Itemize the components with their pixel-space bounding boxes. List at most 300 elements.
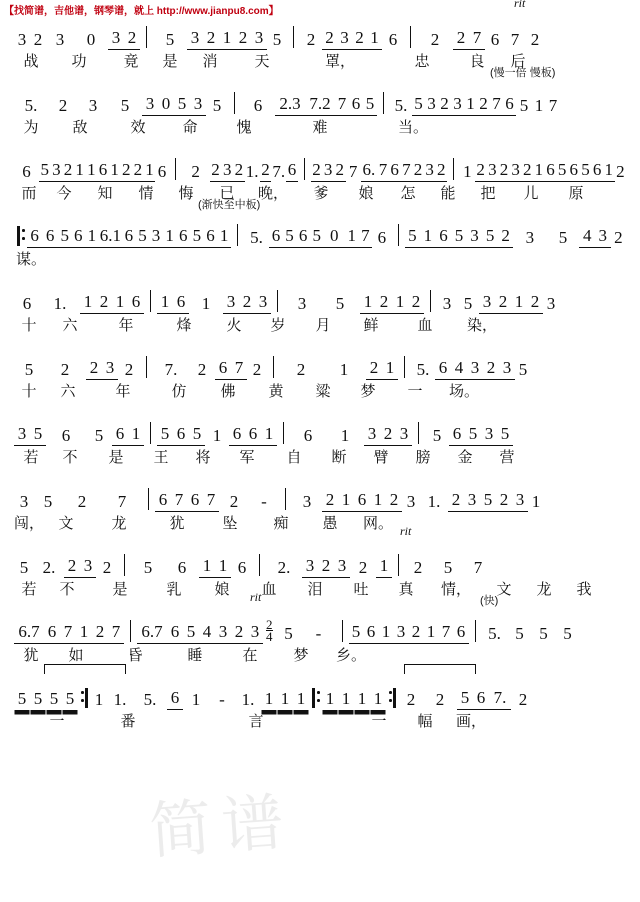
note: 3 <box>512 490 528 512</box>
lyric: 军 <box>239 450 255 466</box>
note: 1 <box>360 292 376 314</box>
note: 7 <box>108 622 124 644</box>
note: 2 <box>435 690 445 709</box>
note: 5. <box>143 690 157 709</box>
lyric: 佛 <box>220 384 236 400</box>
lyric-row <box>14 710 626 732</box>
note: 5. <box>416 360 430 379</box>
note: 6 <box>545 160 557 182</box>
note: 2.3 <box>275 94 305 116</box>
note: 2 <box>498 160 510 182</box>
lyric: 情， <box>440 582 471 598</box>
note: 3 <box>425 94 438 116</box>
note: 1 <box>277 689 293 710</box>
note: 3 <box>102 358 118 380</box>
note-row <box>14 412 626 446</box>
note: 3 <box>251 28 267 50</box>
note: 2 <box>366 358 382 380</box>
lyric: 是 <box>108 450 124 466</box>
note: 1. <box>427 492 441 511</box>
note: 3 <box>149 226 163 248</box>
lyric: 岁 <box>270 318 286 334</box>
note: 6 <box>435 358 451 380</box>
note: 2 <box>448 490 464 512</box>
note: 5 <box>24 360 34 379</box>
lyric: 粱 <box>315 384 331 400</box>
lyric: 后 <box>510 54 526 70</box>
note-row <box>14 590 626 644</box>
note: 5 <box>272 30 282 49</box>
beam-bracket <box>404 664 476 674</box>
barline <box>259 554 260 576</box>
barline <box>150 290 151 312</box>
lyric: 已 <box>219 186 235 202</box>
lyric-row <box>14 578 626 600</box>
note: 3 <box>406 492 416 511</box>
note: 6 <box>22 294 32 313</box>
lyric: 幅 <box>417 714 433 730</box>
lyric: 睡 <box>187 648 203 664</box>
lyric: 效 <box>130 120 146 136</box>
note: 2 <box>322 490 338 512</box>
note: 6 <box>122 226 136 248</box>
note: 2 <box>495 292 511 314</box>
note: 1 <box>261 689 277 710</box>
note: 6 <box>245 424 261 446</box>
note: 1 <box>215 556 231 578</box>
lyric: 天 <box>254 54 270 70</box>
note: 2 <box>252 360 262 379</box>
note: 5 <box>580 160 592 182</box>
note: 5 <box>46 689 62 710</box>
lyric: 如 <box>68 648 84 664</box>
note: 5 <box>310 226 324 248</box>
note: 5 <box>165 30 175 49</box>
note: 1 <box>94 690 104 709</box>
note: 2 <box>477 94 490 116</box>
note-row <box>14 346 626 380</box>
lyric: 乳 <box>166 582 182 598</box>
lyric: 文 <box>496 582 512 598</box>
note: 2 <box>203 28 219 50</box>
note: 5 <box>212 96 222 115</box>
note: 5 <box>62 689 78 710</box>
barline <box>130 620 131 642</box>
note: 2 <box>496 490 512 512</box>
note: 6 <box>454 622 469 644</box>
lyric-row <box>14 512 626 534</box>
note: 6 <box>229 424 245 446</box>
note: 2 <box>530 30 540 49</box>
lyric: 儿 <box>523 186 539 202</box>
barline <box>146 356 147 378</box>
note: 7 <box>401 160 413 182</box>
lyric: 闯， <box>14 516 45 532</box>
lyric: 血 <box>261 582 277 598</box>
lyric: 断 <box>331 450 347 466</box>
note: 3 <box>334 556 350 578</box>
note: 3 <box>510 160 522 182</box>
note: 4 <box>579 226 595 248</box>
lyric: 烽 <box>176 318 192 334</box>
note: 6 <box>473 688 489 710</box>
note: 7. <box>272 162 286 181</box>
note: 5 <box>457 688 473 710</box>
note: 5 <box>497 424 513 446</box>
note: 2 <box>58 96 68 115</box>
note: 1 <box>219 28 235 50</box>
lyric-row <box>14 182 626 204</box>
note: 2. <box>277 558 291 577</box>
note: 2 <box>60 360 70 379</box>
lyric: 娘 <box>358 186 374 202</box>
note: 6 <box>253 96 263 115</box>
note: 1 <box>367 28 382 50</box>
note: 6 <box>354 490 370 512</box>
note: 2 <box>235 28 251 50</box>
lyric: 我 <box>576 582 592 598</box>
lyric-row <box>14 116 626 138</box>
note: 2 <box>124 28 140 50</box>
note: 0 <box>86 30 96 49</box>
lyric: 膀 <box>415 450 431 466</box>
lyric: 年 <box>118 318 134 334</box>
barline <box>237 224 238 246</box>
note-row <box>14 524 626 578</box>
note: 6 <box>377 228 387 247</box>
note: 5 <box>443 558 453 577</box>
note: 3 <box>142 94 158 116</box>
note: 7 <box>439 622 454 644</box>
note: 6 <box>389 160 401 182</box>
note: 5 <box>563 624 572 643</box>
note: 3 <box>322 160 334 182</box>
note: 6 <box>157 162 167 181</box>
note: 6 <box>176 226 190 248</box>
note: 2 <box>197 360 207 379</box>
note: 3 <box>396 424 412 446</box>
note: 6 <box>97 160 109 182</box>
note: 2 <box>260 160 272 182</box>
lyric: 坠 <box>222 516 238 532</box>
note: 6 <box>167 688 183 710</box>
note: 6 <box>128 292 144 314</box>
note: 2 <box>413 558 423 577</box>
note: 1 <box>76 622 92 644</box>
note: 5 <box>283 226 297 248</box>
note: 1 <box>86 160 98 182</box>
barline <box>418 422 419 444</box>
barline <box>175 158 176 180</box>
note: 3 <box>190 94 206 116</box>
note: 6 <box>27 226 43 248</box>
lyric: 犹 <box>169 516 185 532</box>
lyric: 金 <box>457 450 473 466</box>
note: 7. <box>164 360 178 379</box>
note: 3 <box>479 292 495 314</box>
note: 2 <box>296 360 306 379</box>
lyric: 一 <box>49 714 65 730</box>
note: 0 <box>324 226 345 248</box>
note: 6 <box>215 358 231 380</box>
note: 1 <box>376 556 392 578</box>
note: 2 <box>334 160 346 182</box>
note: 1 <box>339 360 349 379</box>
note: 7 <box>60 622 76 644</box>
note: 1 <box>261 424 277 446</box>
note: 3 <box>19 492 29 511</box>
note: 6 <box>61 426 71 445</box>
note: 6 <box>388 30 398 49</box>
lyric: 忠 <box>414 54 430 70</box>
repeat-end <box>81 688 88 708</box>
lyric: 龙 <box>111 516 127 532</box>
note: 1 <box>533 160 545 182</box>
lyric: 谋。 <box>15 252 46 268</box>
note: 5 <box>157 424 173 446</box>
note: 3 <box>467 358 483 380</box>
lyric: 今 <box>56 186 72 202</box>
lyric: 梦 <box>360 384 376 400</box>
note: 2 <box>96 292 112 314</box>
lyric: 梦 <box>293 648 309 664</box>
note-row <box>14 280 626 314</box>
lyric-row <box>14 314 626 336</box>
note: 7 <box>469 28 485 50</box>
lyric: 愧 <box>236 120 252 136</box>
note: 1 <box>531 492 541 511</box>
lyric: 黄 <box>268 384 284 400</box>
tempo-mark-slow: (慢一倍 慢板) <box>490 67 556 79</box>
lyric: 若 <box>21 582 37 598</box>
lyric: 功 <box>71 54 87 70</box>
note: - <box>261 492 267 511</box>
barline <box>283 422 284 444</box>
lyric: 一 <box>407 384 423 400</box>
barline <box>475 620 476 642</box>
lyric: 难 <box>312 120 328 136</box>
note: 2 <box>438 94 451 116</box>
note: 3 <box>499 358 515 380</box>
lyric: 竟 <box>123 54 139 70</box>
lyric: 原 <box>568 186 584 202</box>
note: 7 <box>377 160 389 182</box>
note: 2 <box>386 490 402 512</box>
note: 6 <box>204 226 218 248</box>
lyric: 爹 <box>313 186 329 202</box>
score-system <box>0 590 640 666</box>
note: 2 <box>498 226 514 248</box>
lyric: 王 <box>153 450 169 466</box>
note: 3 <box>442 294 452 313</box>
note: 7 <box>335 94 349 116</box>
lyric-row <box>14 380 626 402</box>
note: 7. <box>489 688 511 710</box>
note: 3 <box>14 424 30 446</box>
note: 2 <box>322 28 337 50</box>
note: 6 <box>286 160 298 182</box>
note: 7 <box>473 558 483 577</box>
lyric: 情 <box>138 186 154 202</box>
note: 5 <box>30 689 46 710</box>
note: 1 <box>157 292 173 314</box>
lyric: 不 <box>59 582 75 598</box>
lyric: 罩， <box>324 54 355 70</box>
lyric: 痴 <box>273 516 289 532</box>
note: 2 <box>614 228 623 247</box>
note: 6 <box>167 622 183 644</box>
score-system <box>0 478 640 534</box>
lyric-row <box>14 644 626 666</box>
lyric: 月 <box>315 318 331 334</box>
barline <box>453 158 454 180</box>
watermark: 简谱 <box>147 788 296 867</box>
lyric: 画， <box>455 714 486 730</box>
note: 1 <box>534 96 544 115</box>
barline <box>383 92 384 114</box>
note: 7 <box>510 30 520 49</box>
note: 5 <box>451 226 467 248</box>
lyric: 鲜 <box>363 318 379 334</box>
note: 1 <box>144 160 156 182</box>
score-system <box>0 199 640 270</box>
note: 2 <box>77 492 87 511</box>
note: 3 <box>525 228 535 247</box>
note: 1 <box>322 689 338 710</box>
note: 5. <box>250 228 263 247</box>
note: 6 <box>449 424 465 446</box>
lyric: 血 <box>417 318 433 334</box>
lyric: 年 <box>115 384 131 400</box>
note: 1 <box>85 226 99 248</box>
barline <box>277 290 278 312</box>
note: 3 <box>464 490 480 512</box>
lyric: 怎 <box>400 186 416 202</box>
note: 6.7 <box>137 622 167 644</box>
note: 5 <box>412 94 425 116</box>
note: 2 <box>358 558 368 577</box>
barline <box>398 224 399 246</box>
lyric: 染， <box>466 318 497 334</box>
note: 1 <box>293 689 309 710</box>
note: 1 <box>392 292 408 314</box>
note: 2 <box>380 424 396 446</box>
note: 3 <box>297 294 307 313</box>
note: 5 <box>463 294 473 313</box>
lyric: 命 <box>182 120 198 136</box>
note: 7 <box>348 162 358 181</box>
note: 5 <box>30 424 46 446</box>
lyric-row <box>14 446 626 468</box>
note: 1. <box>245 162 259 181</box>
tempo-mark-rit: rit <box>514 0 526 10</box>
lyric: 晚， <box>257 186 288 202</box>
repeat-start <box>312 688 319 708</box>
note: 3 <box>255 292 271 314</box>
note-row <box>14 148 626 182</box>
lyric: 是 <box>112 582 128 598</box>
lyric: 自 <box>286 450 302 466</box>
note: 5. <box>24 96 38 115</box>
repeat-end <box>389 688 396 708</box>
note: 5 <box>405 226 421 248</box>
note: 2 <box>191 162 200 181</box>
note: 4 <box>451 358 467 380</box>
note: 6 <box>177 558 187 577</box>
note: 1 <box>354 689 370 710</box>
note: 2 <box>210 160 222 182</box>
score-system <box>0 524 640 600</box>
lyric: 为 <box>23 120 39 136</box>
note: 2 <box>527 292 543 314</box>
note: 5. <box>488 624 501 643</box>
note: 6 <box>490 30 500 49</box>
note: 6 <box>42 226 58 248</box>
note: 1 <box>128 424 144 446</box>
note: 5 <box>14 689 30 710</box>
note: 3 <box>223 292 239 314</box>
note: 1 <box>80 292 96 314</box>
note: 2 <box>33 30 43 49</box>
time-signature-top: 2 <box>266 617 273 632</box>
barline <box>410 26 411 48</box>
note: 6 <box>72 226 86 248</box>
note: 2 <box>120 160 132 182</box>
note: 6 <box>296 226 310 248</box>
tempo-mark-rit: rit <box>250 590 262 604</box>
note: 3 <box>487 160 499 182</box>
lyric: 不 <box>62 450 78 466</box>
note: 3 <box>394 622 409 644</box>
note: 3 <box>88 96 98 115</box>
note: 2 <box>239 292 255 314</box>
lyric: 战 <box>23 54 39 70</box>
note: 1. <box>53 294 67 313</box>
note: 2 <box>521 160 533 182</box>
lyric: 十 <box>21 384 37 400</box>
note: 3 <box>424 160 436 182</box>
note: - <box>315 624 322 643</box>
note: 2 <box>311 160 323 182</box>
note: 1 <box>424 622 439 644</box>
note: 6.7 <box>14 622 44 644</box>
lyric: 当。 <box>397 120 428 136</box>
note: 3 <box>247 622 263 644</box>
barline <box>273 356 274 378</box>
note: 6 <box>349 94 363 116</box>
barline <box>293 26 294 48</box>
note: 1 <box>463 162 472 181</box>
note: 2 <box>406 690 416 709</box>
note: 1 <box>338 689 354 710</box>
note: 5 <box>58 226 72 248</box>
lyric: 良 <box>469 54 485 70</box>
lyric-row <box>14 248 626 270</box>
note: 1 <box>74 160 86 182</box>
note: 3 <box>55 30 65 49</box>
note: 5 <box>143 558 153 577</box>
note: 2 <box>616 162 625 181</box>
repeat-start <box>17 226 24 246</box>
note: 3 <box>595 226 611 248</box>
note: 2 <box>132 160 144 182</box>
note: 2 <box>318 556 334 578</box>
note: 1 <box>603 160 615 182</box>
note: 3 <box>221 160 233 182</box>
note: 0 <box>158 94 174 116</box>
note: 2 <box>62 160 74 182</box>
note: 6 <box>237 558 247 577</box>
